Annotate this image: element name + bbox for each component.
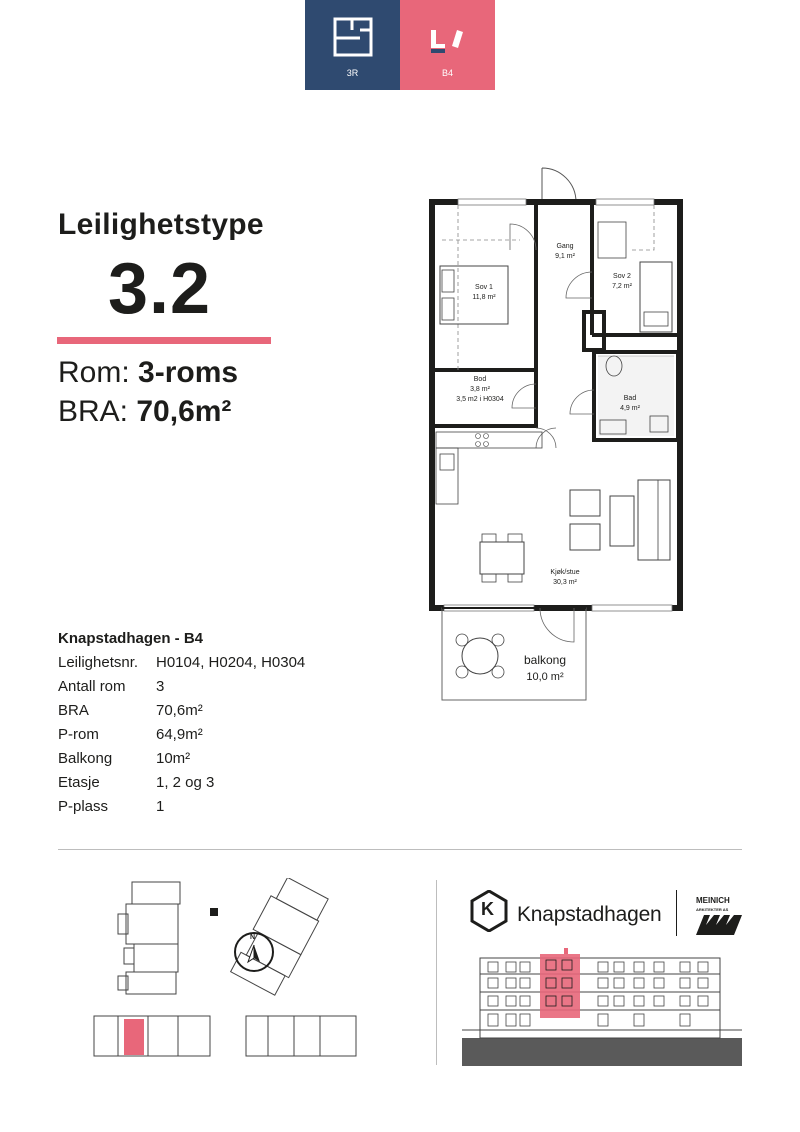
apartment-type-number: 3.2 xyxy=(108,249,212,329)
room-name: Bod xyxy=(473,376,487,383)
building-icon xyxy=(427,16,469,58)
room-area: 7,2 m² xyxy=(612,283,632,290)
room-area: 3,8 m² xyxy=(470,386,490,393)
info-key: Balkong xyxy=(58,750,113,767)
room-name: Sov 1 xyxy=(475,284,493,291)
room-name: Kjøk/stue xyxy=(550,569,580,576)
room-area: 9,1 m² xyxy=(555,253,575,260)
room-note: 3,5 m2 i H0304 xyxy=(456,396,504,403)
architect-name: MEINICH xyxy=(696,896,730,905)
info-key: P-plass xyxy=(58,798,109,815)
room-name: Gang xyxy=(556,243,574,250)
apartment-type-heading: Leilighetstype xyxy=(58,208,264,241)
section-divider xyxy=(58,849,742,850)
room-sov1 xyxy=(462,283,506,303)
room-area: 11,8 m² xyxy=(472,294,496,301)
info-value: 70,6m² xyxy=(156,702,203,719)
room-area: 4,9 m² xyxy=(620,405,640,412)
info-value: 1 xyxy=(156,798,165,815)
info-value: 1, 2 og 3 xyxy=(156,774,215,791)
info-key: Antall rom xyxy=(58,678,126,695)
bra-label: BRA: xyxy=(58,395,137,428)
site-plan xyxy=(88,878,368,1068)
rooms-value: 3-roms xyxy=(138,356,239,389)
rooms-summary xyxy=(58,356,238,390)
room-sov2 xyxy=(600,272,644,292)
room-area: 30,3 m² xyxy=(553,579,577,586)
info-value: 3 xyxy=(156,678,165,695)
info-key: P-rom xyxy=(58,726,99,743)
room-kjokken-stue xyxy=(540,568,590,588)
info-title: Knapstadhagen - B4 xyxy=(58,630,204,647)
info-value: 10m² xyxy=(156,750,191,767)
brand-letter: K xyxy=(481,899,494,919)
tab-b4-label: B4 xyxy=(441,68,453,78)
compass-north-label: N xyxy=(250,934,256,941)
room-name: Sov 2 xyxy=(613,273,631,280)
info-key: Etasje xyxy=(58,774,100,791)
architect-logo xyxy=(696,896,730,914)
floorplan-icon xyxy=(332,16,374,58)
room-name: Bad xyxy=(623,395,637,402)
info-key: BRA xyxy=(58,702,89,719)
bra-value: 70,6m² xyxy=(136,395,232,428)
room-bad xyxy=(612,394,648,414)
room-balkong xyxy=(510,652,580,686)
room-name: balkong xyxy=(523,653,567,667)
brand-name: Knapstadhagen xyxy=(517,903,662,926)
architect-mark-icon xyxy=(696,915,742,935)
architect-subtitle: ARKITEKTER AS xyxy=(696,907,729,912)
room-bod xyxy=(440,375,520,405)
tab-3r-label: 3R xyxy=(346,68,359,78)
vertical-divider xyxy=(436,880,437,1065)
info-key: Leilighetsnr. xyxy=(58,654,139,671)
accent-bar xyxy=(57,337,271,344)
tab-3r[interactable] xyxy=(305,0,400,90)
building-elevation xyxy=(458,946,742,1068)
brand-divider xyxy=(676,890,677,936)
rooms-label: Rom: xyxy=(58,356,139,389)
room-gang xyxy=(545,242,585,262)
info-value: H0104, H0204, H0304 xyxy=(156,654,306,671)
info-value: 64,9m² xyxy=(156,726,203,743)
tab-b4[interactable] xyxy=(400,0,495,90)
room-area: 10,0 m² xyxy=(526,671,564,683)
bra-summary xyxy=(58,395,231,429)
